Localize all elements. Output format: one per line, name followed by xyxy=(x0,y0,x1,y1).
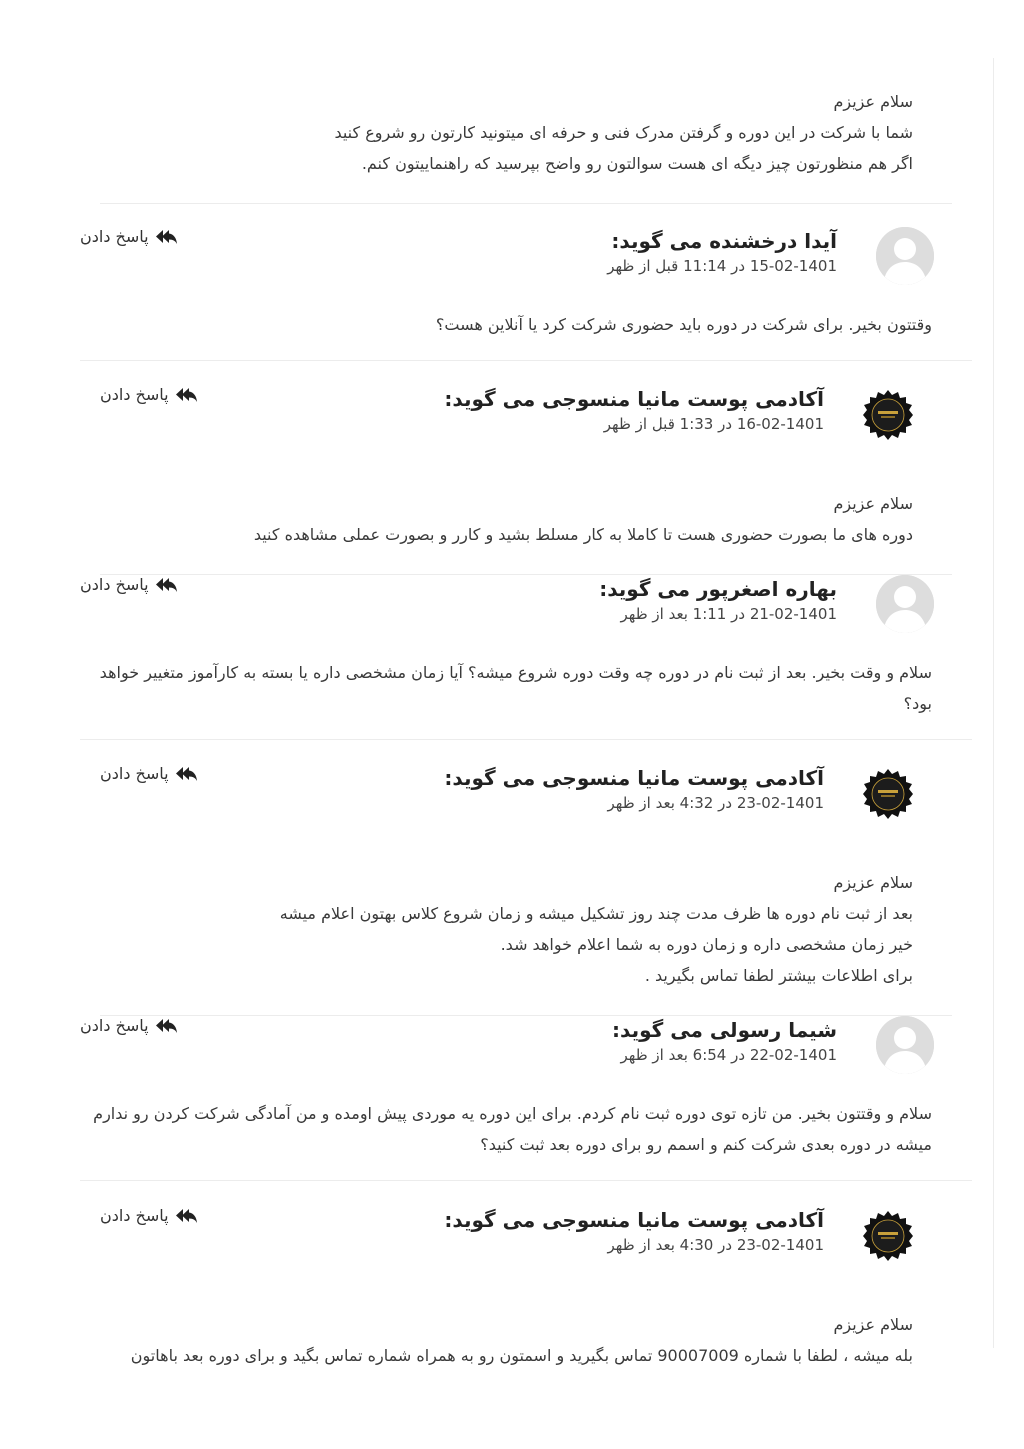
comment-reply-continuation xyxy=(100,0,952,204)
comment-meta xyxy=(607,227,837,277)
comment-text-line: بود؟ xyxy=(903,694,932,713)
scrollbar-track xyxy=(993,58,994,1348)
comment-text-line: سلام عزیزم xyxy=(833,92,913,111)
reply-label: پاسخ دادن xyxy=(80,575,149,594)
comment-date[interactable]: 23-02-1401 در 4:32 بعد از ظهر xyxy=(607,794,824,812)
comment-item xyxy=(80,575,972,740)
comment-text-line: بله میشه ، لطفا با شماره 90007009 تماس بگیرید و اسمتون رو به همراه شماره تماس بگید و برای دوره بعد باهاتون xyxy=(130,1346,913,1365)
reply-all-icon xyxy=(175,1208,197,1224)
comment-body xyxy=(80,287,972,360)
reply-button[interactable] xyxy=(100,385,197,404)
comment-author: آکادمی پوست مانیا منسوجی می گوید: xyxy=(444,766,824,790)
comment-item xyxy=(80,1016,972,1181)
comment-date[interactable]: 22-02-1401 در 6:54 بعد از ظهر xyxy=(620,1046,837,1064)
reply-label: پاسخ دادن xyxy=(100,764,169,783)
comment-item-reply xyxy=(100,385,952,575)
comment-author: آکادمی پوست مانیا منسوجی می گوید: xyxy=(444,387,824,411)
reply-all-icon xyxy=(175,766,197,782)
comment-text-line: میشه در دوره بعدی شرکت کنم و اسمم رو برای دوره بعد ثبت کنید؟ xyxy=(480,1135,932,1154)
reply-label: پاسخ دادن xyxy=(80,1016,149,1035)
reply-button[interactable] xyxy=(80,1016,177,1035)
comment-header xyxy=(100,1206,952,1266)
comment-body xyxy=(80,635,972,739)
reply-all-icon xyxy=(175,387,197,403)
comment-body xyxy=(80,1076,972,1180)
comment-body xyxy=(100,0,952,179)
comment-date[interactable]: 16-02-1401 در 1:33 قبل از ظهر xyxy=(603,415,824,433)
reply-all-icon xyxy=(155,1018,177,1034)
comment-author: بهاره اصغرپور می گوید: xyxy=(599,577,837,601)
comment-divider xyxy=(80,739,972,740)
comment-text-line: دوره های ما بصورت حضوری هست تا کاملا به کار مسلط بشید و کارر و بصورت عملی مشاهده کنید xyxy=(253,525,913,544)
comment-text-line: وقتتون بخیر. برای شرکت در دوره باید حضوری شرکت کرد یا آنلاین هست؟ xyxy=(435,315,932,334)
comment-author: آیدا درخشنده می گوید: xyxy=(611,229,837,253)
comment-divider xyxy=(80,360,972,361)
reply-all-icon xyxy=(155,577,177,593)
user-avatar-icon xyxy=(876,575,934,633)
comment-meta xyxy=(444,764,824,814)
reply-label: پاسخ دادن xyxy=(100,1206,169,1225)
comment-text-line: بعد از ثبت نام دوره ها ظرف مدت چند روز تشکیل میشه و زمان شروع کلاس بهتون اعلام میشه xyxy=(279,904,913,923)
comment-item xyxy=(80,227,972,361)
reply-all-icon xyxy=(155,229,177,245)
comment-meta xyxy=(612,1016,837,1066)
reply-label: پاسخ دادن xyxy=(100,385,169,404)
comment-body xyxy=(100,824,952,1015)
comment-divider xyxy=(100,203,952,204)
comment-item-reply xyxy=(100,1206,952,1395)
user-avatar-icon xyxy=(876,1016,934,1074)
reply-button[interactable] xyxy=(80,227,177,246)
academy-logo-badge-icon xyxy=(862,768,914,820)
comment-text-line: سلام عزیزم xyxy=(833,1315,913,1334)
comment-date[interactable]: 21-02-1401 در 1:11 بعد از ظهر xyxy=(620,605,837,623)
comment-item-reply xyxy=(100,764,952,1016)
comment-date[interactable]: 15-02-1401 در 11:14 قبل از ظهر xyxy=(607,257,837,275)
comment-author: شیما رسولی می گوید: xyxy=(612,1018,837,1042)
comment-meta xyxy=(599,575,837,625)
comment-text-line: اگر هم منظورتون چیز دیگه ای هست سوالتون رو واضح بپرسید که راهنماییتون کنم. xyxy=(361,154,913,173)
comment-text-line: برای اطلاعات بیشتر لطفا تماس بگیرید . xyxy=(644,966,913,985)
reply-label: پاسخ دادن xyxy=(80,227,149,246)
comment-header xyxy=(80,1016,972,1076)
academy-logo-badge-icon xyxy=(862,1210,914,1262)
comment-divider xyxy=(80,1180,972,1181)
comment-meta xyxy=(444,1206,824,1256)
reply-button[interactable] xyxy=(80,575,177,594)
comment-body xyxy=(100,445,952,574)
comment-text-line: شما با شرکت در این دوره و گرفتن مدرک فنی و حرفه ای میتونید کارتون رو شروع کنید xyxy=(334,123,913,142)
comment-text-line: سلام عزیزم xyxy=(833,873,913,892)
academy-logo-badge-icon xyxy=(862,389,914,441)
reply-button[interactable] xyxy=(100,1206,197,1225)
comment-header xyxy=(100,385,952,445)
comment-text-line: سلام عزیزم xyxy=(833,494,913,513)
comment-text-line: سلام و وقتتون بخیر. من تازه توی دوره ثبت نام کردم. برای این دوره یه موردی پیش اومده و من آمادگی شرکت کردن رو ندارم xyxy=(93,1104,932,1123)
comment-header xyxy=(80,227,972,287)
comment-author: آکادمی پوست مانیا منسوجی می گوید: xyxy=(444,1208,824,1232)
comment-date[interactable]: 23-02-1401 در 4:30 بعد از ظهر xyxy=(607,1236,824,1254)
comment-text-line: خیر زمان مشخصی داره و زمان دوره به شما اعلام خواهد شد. xyxy=(500,935,913,954)
user-avatar-icon xyxy=(876,227,934,285)
comment-body xyxy=(100,1266,952,1395)
comment-meta xyxy=(444,385,824,435)
comment-text-line: سلام و وقت بخیر. بعد از ثبت نام در دوره چه وقت دوره شروع میشه؟ آیا زمان مشخصی داره یا بسته به کارآموز متغییر خواهد xyxy=(99,663,932,682)
comment-header xyxy=(80,575,972,635)
reply-button[interactable] xyxy=(100,764,197,783)
comment-header xyxy=(100,764,952,824)
